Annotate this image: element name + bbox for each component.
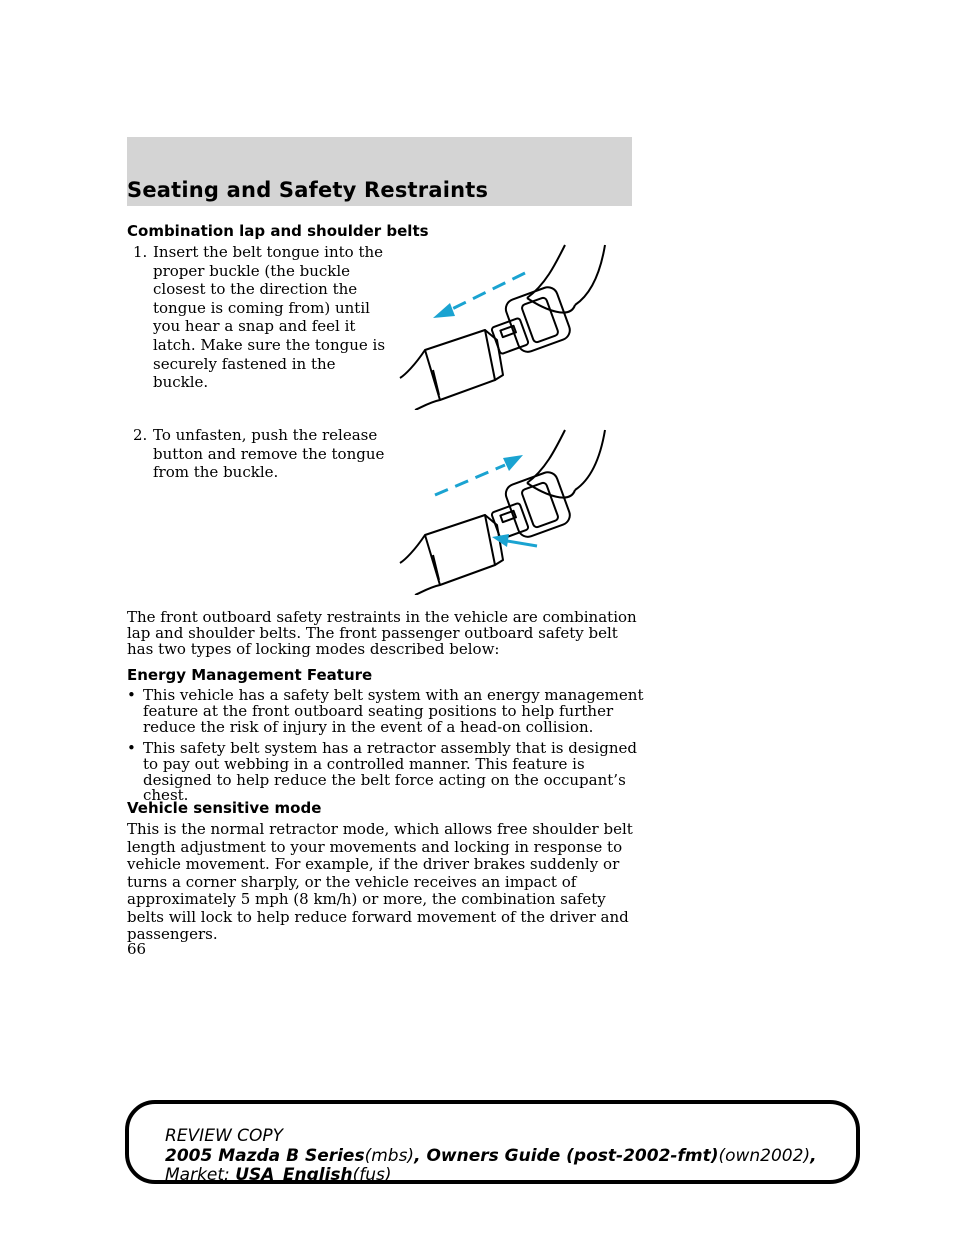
step-2-text: To unfasten, push the release button and remove the tongue from the buckle.	[153, 426, 385, 482]
footer-market-label: Market:	[165, 1165, 236, 1185]
bullet-item-2-text: This safety belt system has a retractor assembly that is designed to pay out webbing in a controlled manner. This feature is designed to help reduce the belt force acting on the occupant’s chest.	[143, 739, 637, 805]
step-1-text: Insert the belt tongue into the proper buckle (the buckle closest to the direction the tongue is coming from) until you hear a snap and feel it latch. Make sure the tongue is securely fastened in the buckle.	[153, 243, 386, 392]
buckle-release-illustration	[395, 425, 635, 595]
bullet-dot: •	[127, 739, 136, 757]
paragraph-vehicle-sensitive: This is the normal retractor mode, which allows free shoulder belt length adjustment to your movements and locking in response to vehicle movement. For example, if the driver brakes suddenly or turns a corner sharply, or the vehicle receives an impact of approximately 5 mph (8 km/h) or more, the combination safety belts will lock to help reduce forward movement of the driver and passengers.	[127, 820, 633, 943]
step-2-number: 2.	[133, 426, 148, 444]
section-heading-vehicle-sensitive: Vehicle sensitive mode	[127, 799, 322, 817]
footer-comma: ,	[810, 1146, 817, 1166]
page-title: Seating and Safety Restraints	[127, 178, 489, 202]
buckle-fasten-illustration	[395, 240, 635, 410]
bullet-dot: •	[127, 686, 136, 704]
section-heading-energy-management: Energy Management Feature	[127, 666, 373, 684]
bullet-item-1-text: This vehicle has a safety belt system with an energy management feature at the front outboard seating positions to help further reduce the risk of injury in the event of a head-on collision.	[143, 686, 644, 736]
footer-market-code: (fus)	[352, 1165, 392, 1185]
footer-market-line	[165, 1165, 392, 1185]
paragraph-belt-description: The front outboard safety restraints in the vehicle are combination lap and shoulder belts. The front passenger outboard safety belt has two types of locking modes described below:	[127, 608, 637, 658]
section-heading-combination-belts: Combination lap and shoulder belts	[127, 222, 429, 240]
footer-guide-code: (own2002)	[718, 1146, 811, 1166]
bullet-item-1	[127, 688, 647, 735]
page-number: 66	[127, 940, 147, 958]
footer-guide-name: , Owners Guide (post-2002-fmt)	[414, 1146, 719, 1166]
footer-review-copy: REVIEW COPY	[165, 1126, 284, 1146]
step-2	[133, 426, 393, 482]
step-1-number: 1.	[133, 243, 148, 261]
footer-market-value: USA_English	[235, 1165, 353, 1185]
footer-product-name: 2005 Mazda B Series	[165, 1146, 365, 1166]
step-1	[133, 243, 393, 392]
footer-product-code: (mbs)	[364, 1146, 415, 1166]
bullet-item-2	[127, 741, 647, 804]
footer-product-line	[165, 1146, 817, 1166]
